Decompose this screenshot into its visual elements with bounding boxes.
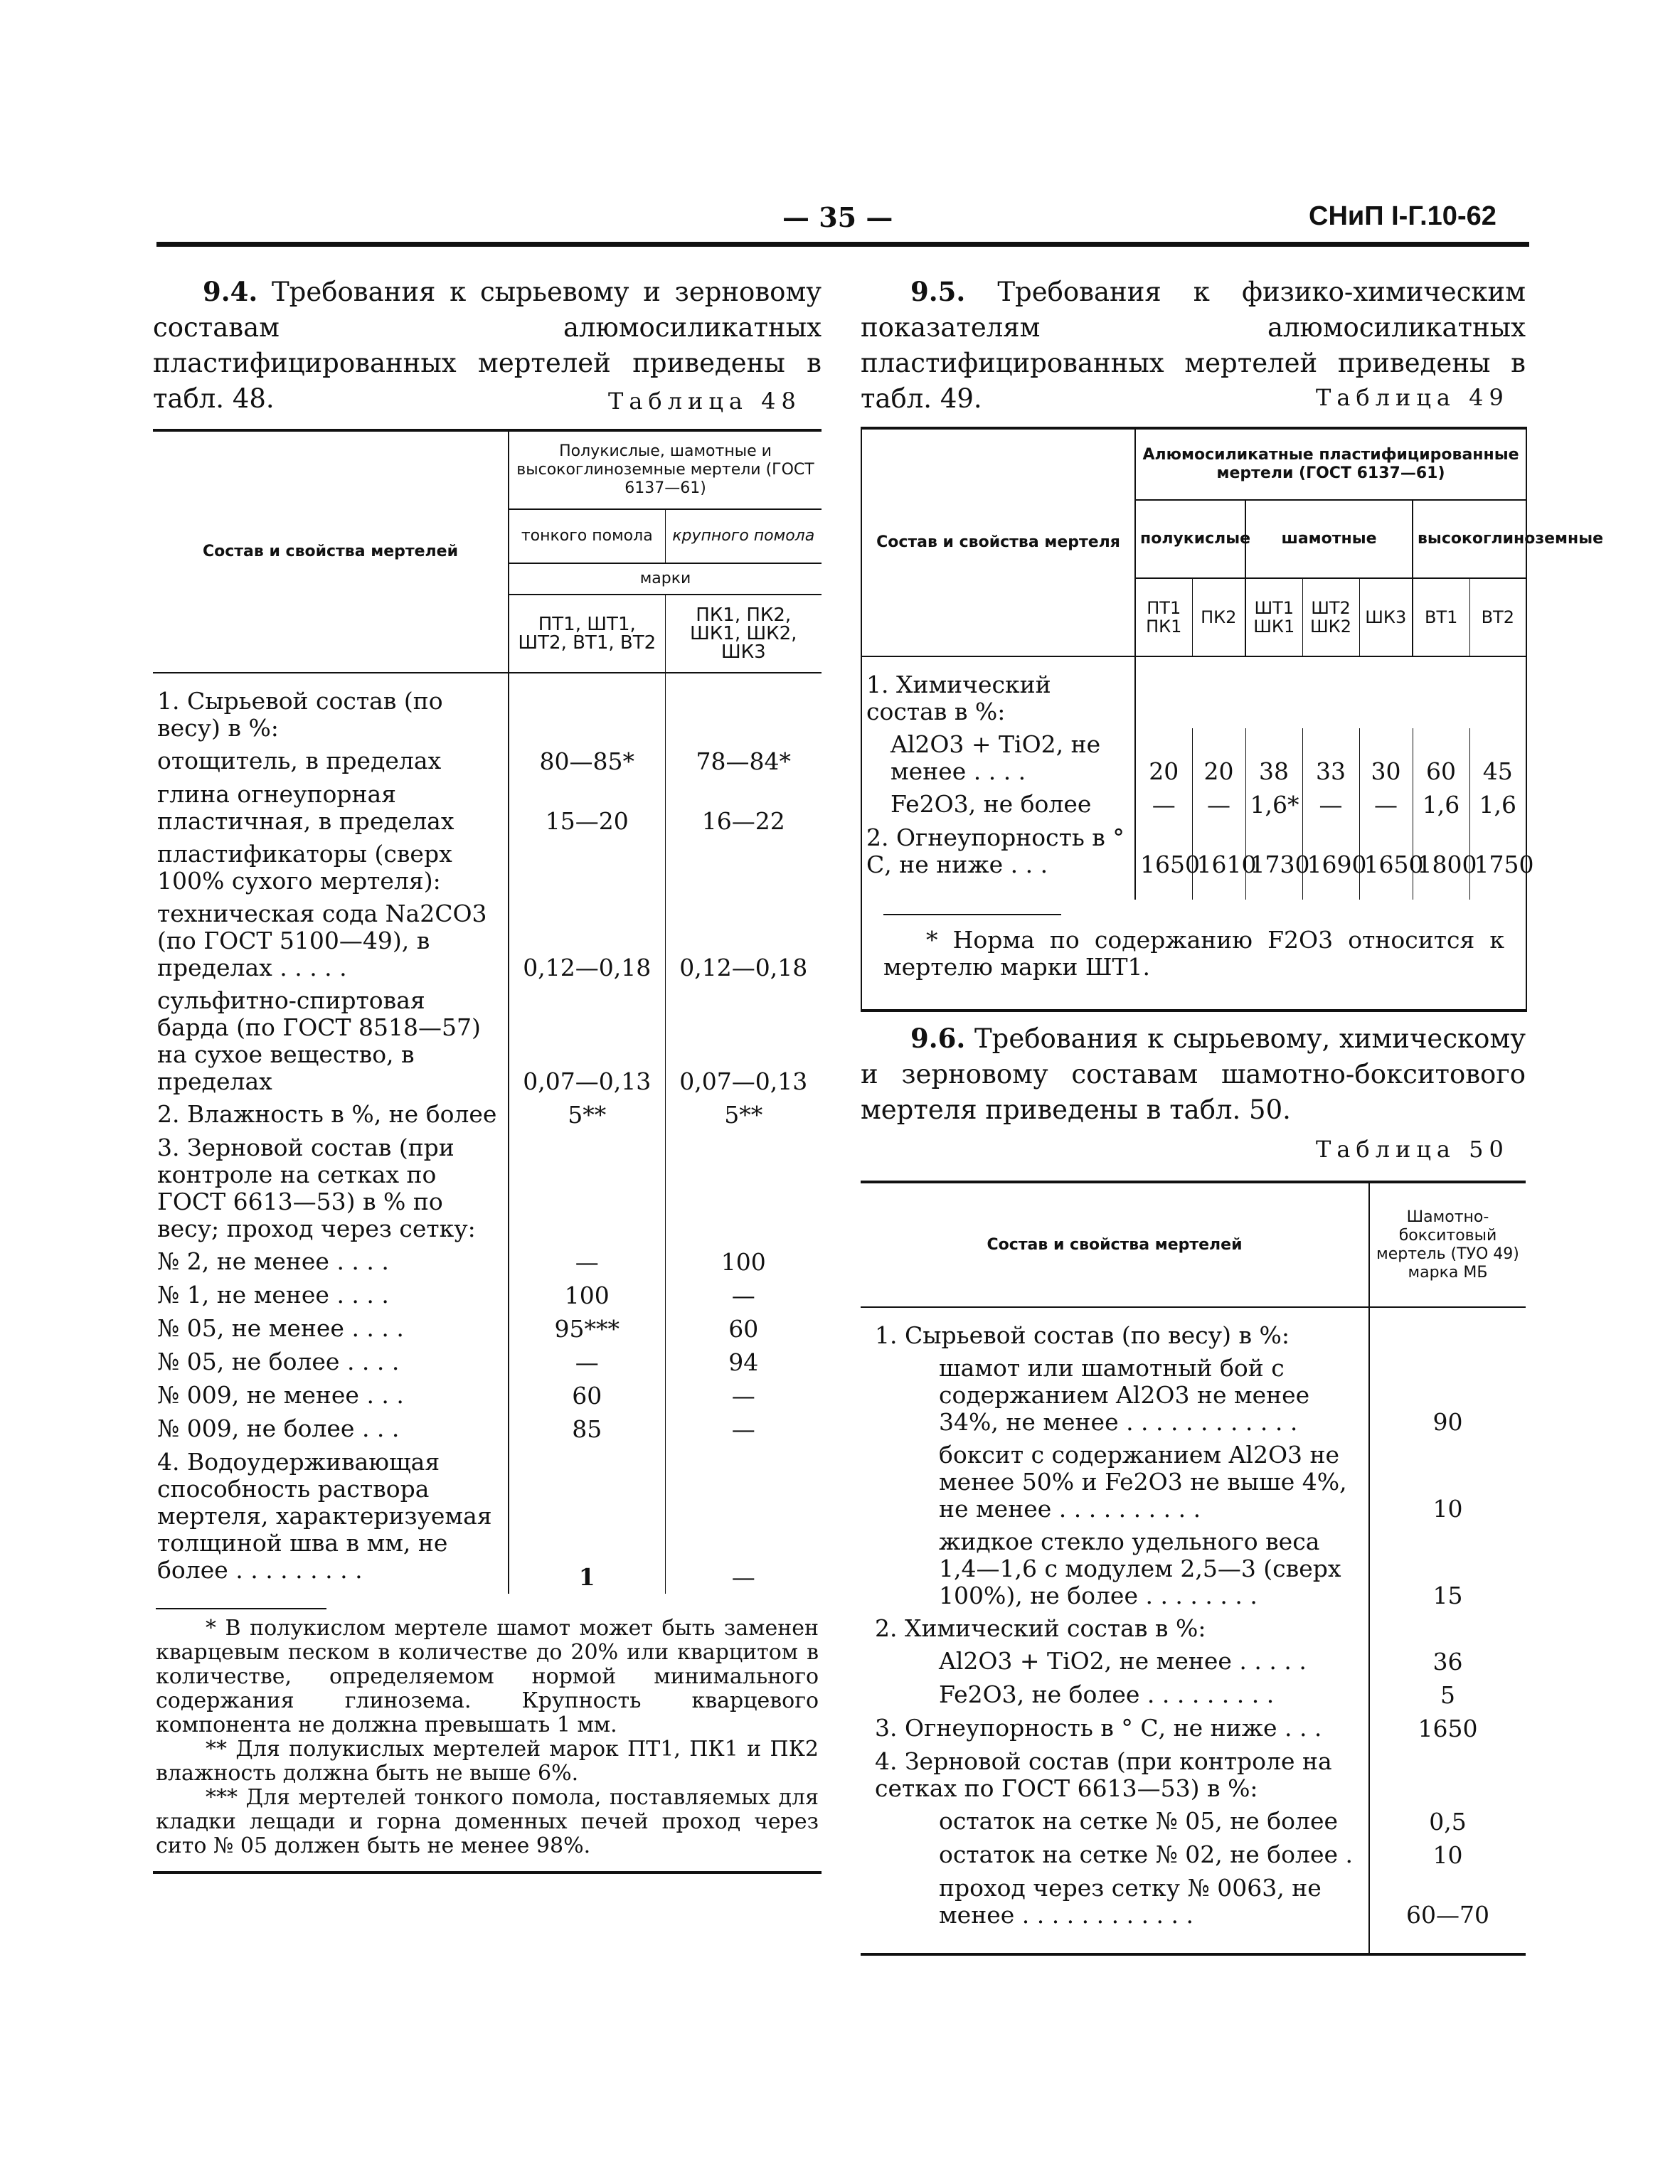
table-48-row: 2. Влажность в %, не более xyxy=(153,1098,509,1131)
section-number: 9.4. xyxy=(203,276,258,307)
table-49-cell: 20 xyxy=(1192,728,1245,788)
table-49-cell: — xyxy=(1135,788,1192,821)
table-48-cell: 85 xyxy=(509,1412,665,1446)
table-49-cell: — xyxy=(1192,788,1245,821)
table-48-row: сульфитно-спиртовая барда (по ГОСТ 8518—57) на сухое вещество, в пределах xyxy=(153,984,509,1098)
table-50-cell: 36 xyxy=(1432,1648,1463,1676)
table-48-cell xyxy=(509,673,665,745)
table-48-row: 1. Сырьевой состав (по весу) в %: xyxy=(153,673,509,745)
section-text: Требования к сырьевому и зерновому составам алюмосиликатных пластифицированных мертелей приведены в табл. 48. xyxy=(153,277,822,414)
table-50-cell xyxy=(1369,1307,1526,1352)
table-48-cell: — xyxy=(731,1382,755,1410)
table-48-marks-header: марки xyxy=(509,563,822,595)
footnote-rule xyxy=(883,914,1061,915)
table-49-mark: ШТ1 ШК1 xyxy=(1245,578,1302,656)
table-49-footnotes xyxy=(861,900,1526,1011)
table-49-cell: 1800 xyxy=(1413,821,1469,900)
table-49-row-label: Al2O3 + TiO2, не менее . . . . xyxy=(861,728,1135,788)
table-48-cell: 0,12—0,18 xyxy=(509,897,665,984)
table-49-row-label: 1. Химический состав в %: xyxy=(861,656,1135,728)
table-48-cell: 60 xyxy=(728,1315,759,1343)
table-48 xyxy=(153,429,822,1874)
footnote-rule xyxy=(156,1608,326,1609)
table-48-cell: 0,07—0,13 xyxy=(509,984,665,1098)
table-48-row: № 1, не менее . . . . xyxy=(153,1279,509,1312)
table-48-cell: 78—84* xyxy=(696,747,791,775)
table-50 xyxy=(861,1181,1526,1956)
table-48-cell: 15—20 xyxy=(509,778,665,838)
table-48-row: техническая сода Na2CO3 (по ГОСТ 5100—49), в пределах . . . . . xyxy=(153,897,509,984)
table-49-cell: 60 xyxy=(1413,728,1469,788)
table-50-row: шамот или шамотный бой с содержанием Al2O3 не менее 34%, не менее . . . . . . . . . . . . xyxy=(861,1352,1369,1439)
table-50-row: 2. Химический состав в %: xyxy=(861,1612,1369,1645)
section-text: Требования к сырьевому, химическому и зерновому составам шамотно-бокситового мертеля приведены в табл. 50. xyxy=(861,1023,1526,1125)
table-48-cell: 94 xyxy=(728,1348,759,1376)
table-50-row: Fe2O3, не более . . . . . . . . . xyxy=(861,1678,1369,1712)
table-48-row: отощитель, в пределах xyxy=(153,745,509,778)
table-48-row: № 009, не менее . . . xyxy=(153,1379,509,1412)
document-code: СНиП I-Г.10-62 xyxy=(1309,201,1496,231)
table-49-group-header: Алюмосиликатные пластифицированные мертели (ГОСТ 6137—61) xyxy=(1135,428,1526,500)
table-48-cell: — xyxy=(509,1346,665,1379)
table-49-cell: 1,6* xyxy=(1245,788,1302,821)
section-number: 9.6. xyxy=(910,1023,966,1054)
table-48-row: 4. Водоудерживающая способность раствора мертеля, характеризуемая толщиной шва в мм, не более . . . . . . . . . xyxy=(153,1446,509,1594)
table-48-row: № 2, не менее . . . . xyxy=(153,1245,509,1279)
table-49-mark: ШТ2 ШК2 xyxy=(1302,578,1359,656)
table-48-cell xyxy=(665,838,822,897)
table-49-mark: ШК3 xyxy=(1359,578,1413,656)
table-49-cell: 1,6 xyxy=(1413,788,1469,821)
table-48-marks-coarse: ПК1, ПК2, ШК1, ШК2, ШК3 xyxy=(665,595,822,673)
table-48-cell xyxy=(665,673,822,745)
table-49-cell: 1690 xyxy=(1302,821,1359,900)
table-49-caption: Таблица 49 xyxy=(1316,384,1509,411)
table-49-row-label: Fe2O3, не более xyxy=(861,788,1135,821)
table-50-row: остаток на сетке № 05, не более xyxy=(861,1805,1369,1838)
table-50-cell: 90 xyxy=(1432,1408,1463,1436)
table-49-cell: 1730 xyxy=(1245,821,1302,900)
table-49-cell: 30 xyxy=(1359,728,1413,788)
table-48-row: 3. Зерновой состав (при контроле на сетках по ГОСТ 6613—53) в % по весу; проход через сетку: xyxy=(153,1131,509,1245)
table-50-cell: 0,5 xyxy=(1429,1808,1467,1836)
table-48-cell xyxy=(665,1131,822,1245)
table-48-cell: — xyxy=(731,1282,755,1309)
table-48-caption: Таблица 48 xyxy=(608,388,802,415)
table-48-cell xyxy=(509,1131,665,1245)
table-48-marks-fine: ПТ1, ШТ1, ШТ2, ВТ1, ВТ2 xyxy=(509,595,665,673)
table-49-mark: ПТ1 ПК1 xyxy=(1135,578,1192,656)
footnote-1: * В полукислом мертеле шамот может быть заменен кварцевым песком в количестве до 20% или кварцитом в количестве, определяемом нормой минимального содержания глинозема. Крупность кварцевого компонента не должна превышать 1 мм. xyxy=(156,1616,819,1737)
table-50-row: Al2O3 + TiO2, не менее . . . . . xyxy=(861,1645,1369,1678)
table-49-mark: ВТ2 xyxy=(1469,578,1526,656)
table-50-caption: Таблица 50 xyxy=(1316,1136,1509,1163)
table-49-cell: 1650 xyxy=(1135,821,1192,900)
table-49-cell: — xyxy=(1359,788,1413,821)
table-48-cell: 100 xyxy=(721,1248,766,1276)
table-49 xyxy=(861,427,1604,1012)
table-48-col-header: Состав и свойства мертелей xyxy=(153,430,509,673)
table-48-cell: — xyxy=(731,1415,755,1443)
table-50-col-header: Состав и свойства мертелей xyxy=(861,1182,1369,1307)
header-rule xyxy=(156,242,1529,247)
table-48-cell: — xyxy=(731,1563,755,1591)
footnote-3: *** Для мертелей тонкого помола, поставляемых для кладки лещади и горна доменных печей проход через сито № 05 должен быть не менее 98%. xyxy=(156,1785,819,1858)
table-48-cell: 60 xyxy=(509,1379,665,1412)
table-48-row: № 05, не менее . . . . xyxy=(153,1312,509,1346)
table-49-row-label: 2. Огнеупорность в ° С, не ниже . . . xyxy=(861,821,1135,900)
table-49-cell: 1,6 xyxy=(1479,791,1517,819)
table-49-cell: 1650 xyxy=(1359,821,1413,900)
table-48-cell: 80—85* xyxy=(509,745,665,778)
footnote-2: ** Для полукислых мертелей марок ПТ1, ПК1 и ПК2 влажность должна быть не выше 6%. xyxy=(156,1737,819,1786)
section-9-6 xyxy=(861,1021,1526,1128)
table-50-cell: 15 xyxy=(1432,1582,1463,1609)
table-48-footnotes xyxy=(153,1594,822,1873)
table-50-cell: 10 xyxy=(1432,1841,1463,1869)
table-48-cell: 1 xyxy=(509,1446,665,1594)
table-50-cell: 1650 xyxy=(1418,1715,1478,1742)
table-48-cell: 16—22 xyxy=(701,807,785,835)
table-48-cell: 0,07—0,13 xyxy=(679,1067,808,1095)
footnote-1: * Норма по содержанию F2O3 относится к мертелю марки ШТ1. xyxy=(883,926,1505,981)
table-48-cell: 100 xyxy=(509,1279,665,1312)
table-50-row: жидкое стекло удельного веса 1,4—1,6 с модулем 2,5—3 (сверх 100%), не более . . . . . . . . xyxy=(861,1525,1369,1612)
table-48-fine-header: тонкого помола xyxy=(509,509,665,564)
table-48-row: № 009, не более . . . xyxy=(153,1412,509,1446)
table-49-sub2: шамотные xyxy=(1245,500,1413,578)
table-48-cell: 5** xyxy=(724,1101,763,1129)
table-49-cell: 33 xyxy=(1302,728,1359,788)
table-50-row: 4. Зерновой состав (при контроле на сетках по ГОСТ 6613—53) в %: xyxy=(861,1745,1369,1805)
table-50-cell: 10 xyxy=(1432,1495,1463,1523)
table-48-cell: 95*** xyxy=(509,1312,665,1346)
table-50-cell xyxy=(1369,1612,1526,1645)
table-49-cell: 45 xyxy=(1482,757,1513,785)
section-number: 9.5. xyxy=(910,276,966,307)
table-49-cell: 38 xyxy=(1245,728,1302,788)
table-50-row: проход через сетку № 0063, не менее . . . . . . . . . . . . xyxy=(861,1872,1369,1954)
table-48-group-header: Полукислые, шамотные и высокоглиноземные мертели (ГОСТ 6137—61) xyxy=(509,430,822,509)
table-48-cell xyxy=(509,838,665,897)
table-49-empty xyxy=(1135,656,1526,728)
table-48-coarse-header: крупного помола xyxy=(665,509,822,564)
table-49-cell: 20 xyxy=(1135,728,1192,788)
table-49-col-header: Состав и свойства мертеля xyxy=(861,428,1135,656)
table-49-mark: ПК2 xyxy=(1192,578,1245,656)
table-49-sub1: полукислые xyxy=(1135,500,1245,578)
section-text: Требования к физико-химическим показателям алюмосиликатных пластифицированных мертелей приведены в табл. 49. xyxy=(861,277,1526,414)
page-number: — 35 — xyxy=(782,201,893,233)
table-49-sub3: высокоглиноземные xyxy=(1413,500,1526,578)
table-48-cell: 0,12—0,18 xyxy=(679,954,808,981)
table-50-row: 3. Огнеупорность в ° С, не ниже . . . xyxy=(861,1712,1369,1745)
table-48-cell: 5** xyxy=(509,1098,665,1131)
table-49-cell: 1750 xyxy=(1474,851,1534,878)
table-49-cell: — xyxy=(1302,788,1359,821)
table-48-row: пластификаторы (сверх 100% сухого мертеля): xyxy=(153,838,509,897)
table-50-cell: 60—70 xyxy=(1406,1901,1489,1929)
table-49-mark: ВТ1 xyxy=(1413,578,1469,656)
table-50-cell: 5 xyxy=(1440,1681,1455,1709)
table-50-row: боксит с содержанием Al2O3 не менее 50% и Fe2O3 не выше 4%, не менее . . . . . . . . . . xyxy=(861,1439,1369,1525)
table-48-row: № 05, не более . . . . xyxy=(153,1346,509,1379)
table-49-cell: 1610 xyxy=(1192,821,1245,900)
table-48-row: глина огнеупорная пластичная, в пределах xyxy=(153,778,509,838)
table-48-cell: — xyxy=(509,1245,665,1279)
table-50-row: остаток на сетке № 02, не более . xyxy=(861,1838,1369,1872)
table-50-row: 1. Сырьевой состав (по весу) в %: xyxy=(861,1307,1369,1352)
table-50-cell xyxy=(1369,1745,1526,1805)
table-50-val-header: Шамотно-бокситовый мертель (ТУО 49) марка МБ xyxy=(1369,1182,1526,1307)
